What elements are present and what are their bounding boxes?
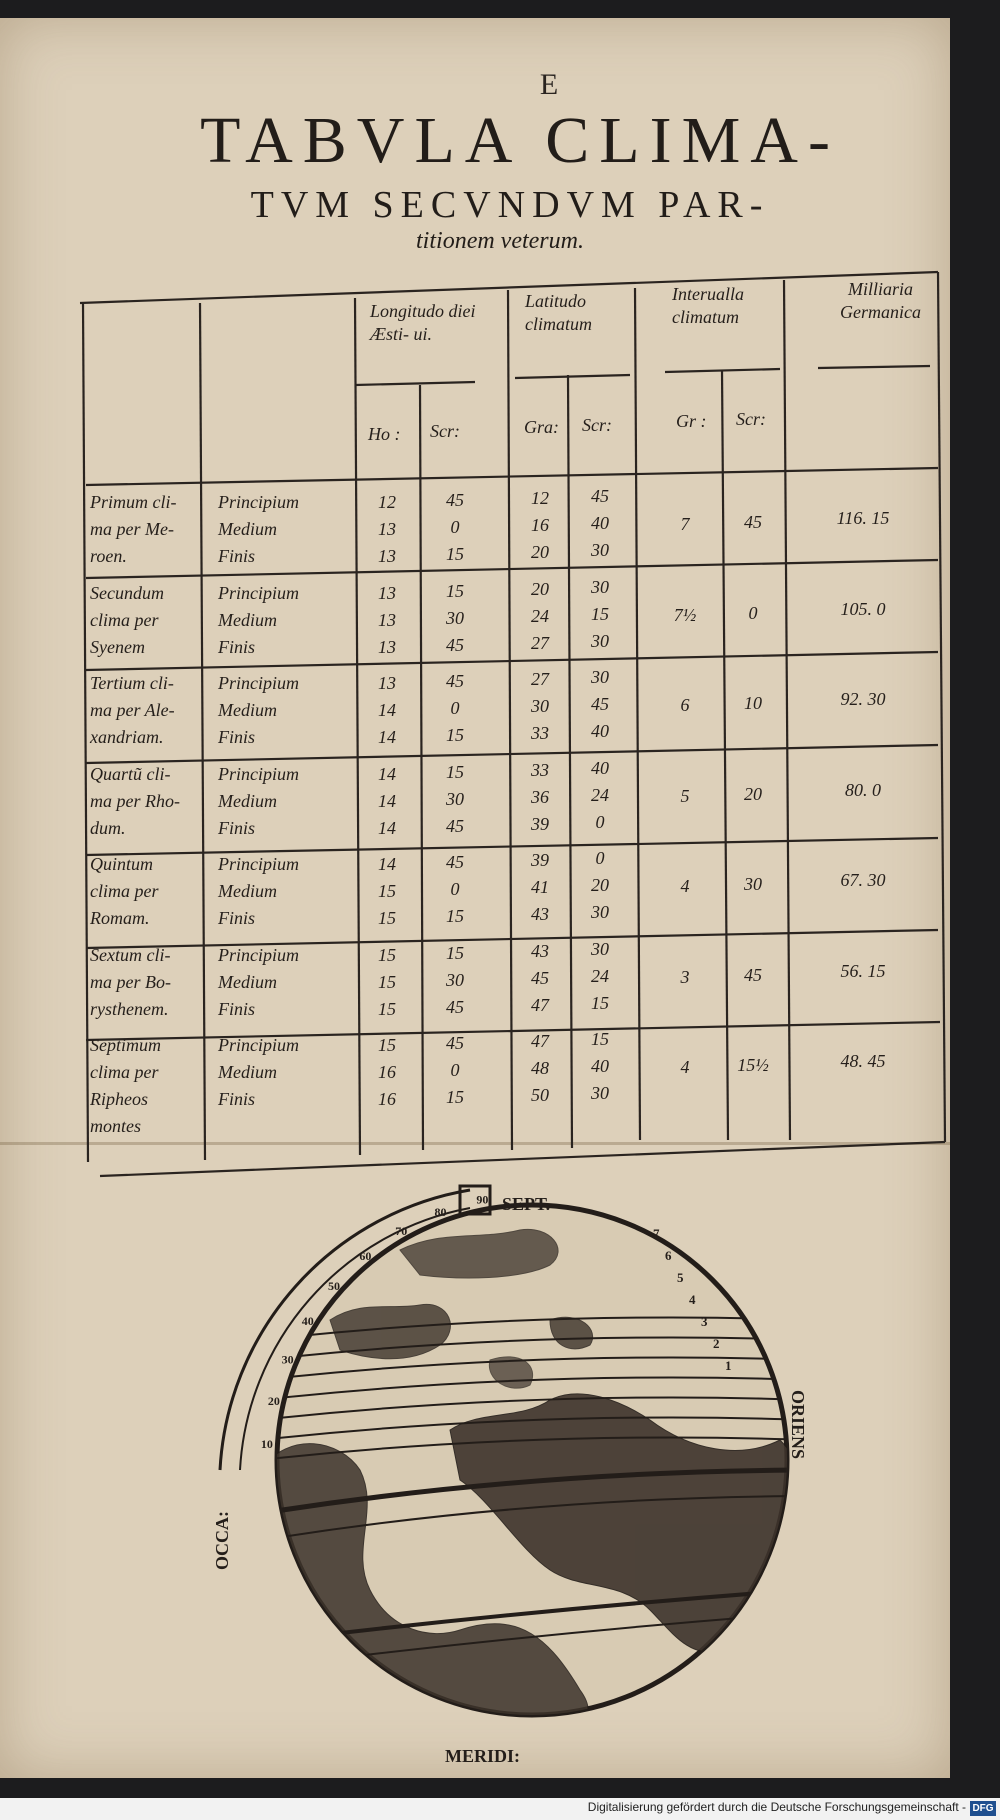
milliaria-value: 80. 0: [845, 779, 881, 800]
latitude-minutes-value: 30: [591, 540, 609, 560]
latitude-degrees-value: 47: [531, 1031, 549, 1051]
latitude-degrees-value: 27: [531, 632, 549, 653]
globe-label-north: SEPT.: [502, 1194, 551, 1214]
clima-part: Finis: [218, 1089, 256, 1109]
title-line-3: titionem veterum.: [416, 228, 584, 254]
title-line-2: TVM SECVNDVM PAR-: [250, 184, 770, 226]
milliaria-value: 67. 30: [840, 870, 886, 890]
subheader-scr-1: Scr:: [430, 421, 460, 441]
globe-climate-number: 3: [701, 1314, 708, 1329]
clima-part: Principium: [218, 944, 299, 965]
latitude-degrees-value: 30: [531, 696, 549, 716]
header-milliaria: Milliaria Germanica: [840, 279, 921, 322]
hours-value: 15: [378, 998, 396, 1019]
hours-minutes-value: 45: [446, 852, 464, 872]
latitude-minutes-value: 30: [591, 1083, 609, 1103]
clima-name: xandriam.: [90, 727, 164, 747]
subheader-scr-2: Scr:: [582, 415, 612, 435]
hours-minutes-value: 30: [446, 788, 464, 809]
clima-part: Principium: [218, 492, 299, 512]
hours-minutes-value: 15: [446, 1087, 464, 1107]
latitude-degrees-value: 33: [531, 759, 549, 780]
hours-minutes-value: 15: [446, 544, 464, 564]
hours-minutes-value: 45: [446, 815, 464, 836]
latitude-degrees-value: 20: [531, 542, 549, 562]
clima-name: montes: [90, 1116, 141, 1136]
clima-part: Medium: [218, 519, 277, 539]
globe-climate-number: 1: [725, 1358, 732, 1373]
latitude-degrees-value: 45: [531, 967, 549, 988]
hours-minutes-value: 15: [446, 761, 464, 782]
header-latitudo: Latitudo climatum: [525, 291, 592, 334]
latitude-minutes-value: 45: [591, 486, 609, 506]
globe-climate-number: 5: [677, 1270, 684, 1285]
globe-scale-number: 80: [434, 1205, 447, 1220]
hours-value: 15: [378, 971, 396, 992]
latitude-minutes-value: 24: [591, 965, 609, 986]
clima-part: Finis: [218, 546, 256, 566]
clima-name: Primum cli-: [90, 492, 177, 512]
hours-minutes-value: 45: [446, 490, 464, 510]
clima-name: Quartũ cli-: [90, 763, 171, 784]
latitude-minutes-value: 40: [591, 1056, 609, 1076]
interval-minutes-value: 10: [744, 693, 762, 713]
clima-name: rysthenem.: [90, 998, 169, 1019]
hours-value: 13: [378, 636, 396, 657]
globe-climate-number: 2: [713, 1336, 720, 1351]
interval-degrees-value: 5: [680, 785, 690, 806]
latitude-minutes-value: 30: [591, 938, 609, 959]
clima-name: ma per Ale-: [90, 700, 175, 720]
clima-part: Principium: [218, 673, 299, 693]
globe-scale-number: 60: [359, 1248, 372, 1263]
interval-degrees-value: 7½: [673, 604, 697, 625]
latitude-degrees-value: 48: [531, 1058, 549, 1078]
interval-degrees-value: 4: [680, 876, 690, 896]
interval-minutes-value: 45: [744, 512, 762, 532]
latitude-minutes-value: 15: [591, 1029, 609, 1049]
hours-value: 13: [378, 609, 396, 630]
hours-value: 13: [378, 673, 396, 693]
footer-bar: [0, 1798, 1000, 1820]
latitude-degrees-value: 16: [531, 515, 549, 535]
globe-scale-number: 70: [395, 1223, 408, 1238]
hours-value: 16: [378, 1062, 396, 1082]
hours-minutes-value: 15: [446, 906, 464, 926]
globe-climate-number: 4: [689, 1292, 696, 1307]
interval-minutes-value: 15½: [737, 1055, 769, 1075]
globe-scale-number: 90: [476, 1192, 489, 1207]
interval-minutes-value: 45: [744, 964, 762, 985]
latitude-minutes-value: 40: [591, 721, 609, 741]
hours-value: 14: [378, 854, 396, 874]
clima-part: Medium: [218, 881, 277, 901]
clima-name: clima per: [90, 881, 159, 901]
title-line-1: TABVLA CLIMA-: [200, 104, 840, 177]
globe-woodcut: [212, 1170, 840, 1770]
clima-name: Quintum: [90, 854, 153, 874]
header-interualla: Interualla climatum: [672, 284, 744, 327]
hours-value: 15: [378, 1035, 396, 1055]
clima-part: Finis: [218, 817, 256, 838]
hours-value: 15: [378, 944, 396, 965]
hours-value: 15: [378, 881, 396, 901]
clima-name: Syenem: [90, 636, 145, 657]
latitude-degrees-value: 47: [531, 994, 549, 1015]
subheader-gr: Gr :: [676, 411, 707, 431]
hours-value: 14: [378, 727, 396, 747]
latitude-minutes-value: 15: [591, 992, 609, 1013]
interval-degrees-value: 7: [680, 514, 690, 534]
latitude-minutes-value: 40: [591, 513, 609, 533]
latitude-minutes-value: 15: [591, 603, 609, 624]
subheader-ho: Ho :: [368, 424, 401, 444]
milliaria-value: 116. 15: [836, 508, 890, 528]
latitude-degrees-value: 33: [531, 723, 549, 743]
clima-name: Secundum: [90, 582, 164, 603]
clima-name: clima per: [90, 1062, 159, 1082]
latitude-degrees-value: 43: [531, 904, 549, 924]
clima-part: Finis: [218, 727, 256, 747]
globe-label-south: MERIDI:: [445, 1746, 520, 1766]
hours-value: 14: [378, 817, 396, 838]
latitude-degrees-value: 20: [531, 578, 549, 599]
dfg-logo: DFG: [970, 1801, 996, 1816]
interval-degrees-value: 6: [680, 695, 690, 715]
hours-minutes-value: 0: [450, 879, 460, 899]
clima-name: Ripheos: [90, 1089, 148, 1109]
interval-degrees-value: 4: [680, 1057, 690, 1077]
clima-name: Tertium cli-: [90, 673, 174, 693]
latitude-degrees-value: 50: [531, 1085, 549, 1105]
globe-scale-number: 30: [281, 1352, 294, 1367]
latitude-minutes-value: 30: [591, 902, 609, 922]
latitude-degrees-value: 39: [531, 813, 549, 834]
milliaria-value: 48. 45: [840, 1051, 886, 1071]
clima-part: Medium: [218, 609, 277, 630]
latitude-minutes-value: 30: [591, 630, 609, 651]
latitude-degrees-value: 41: [531, 877, 549, 897]
hours-minutes-value: 45: [446, 671, 464, 691]
hours-minutes-value: 15: [446, 725, 464, 745]
hours-minutes-value: 15: [446, 942, 464, 963]
milliaria-value: 105. 0: [840, 598, 886, 619]
interval-minutes-value: 30: [744, 874, 762, 894]
subheader-gra: Gra:: [524, 417, 559, 437]
clima-name: roen.: [90, 546, 127, 566]
hours-minutes-value: 30: [446, 607, 464, 628]
interval-minutes-value: 0: [748, 602, 758, 623]
clima-name: ma per Me-: [90, 519, 174, 539]
hours-value: 15: [378, 908, 396, 928]
hours-minutes-value: 45: [446, 1033, 464, 1053]
latitude-degrees-value: 12: [531, 488, 549, 508]
hours-minutes-value: 0: [450, 1060, 460, 1080]
latitude-minutes-value: 30: [591, 576, 609, 597]
subheader-scr-3: Scr:: [736, 409, 766, 429]
clima-part: Principium: [218, 854, 299, 874]
globe-scale-number: 10: [260, 1437, 273, 1452]
globe-scale-number: 20: [267, 1394, 280, 1409]
hours-minutes-value: 0: [450, 698, 460, 718]
globe-scale-number: 50: [328, 1279, 340, 1294]
milliaria-value: 56. 15: [840, 960, 886, 981]
clima-name: ma per Rho-: [90, 790, 180, 811]
clima-part: Medium: [218, 971, 277, 992]
hours-value: 13: [378, 546, 396, 566]
globe-scale-number: 40: [301, 1314, 314, 1329]
hours-value: 13: [378, 519, 396, 539]
hours-value: 16: [378, 1089, 396, 1109]
clima-part: Finis: [218, 908, 256, 928]
latitude-minutes-value: 0: [595, 811, 605, 832]
clima-name: ma per Bo-: [90, 971, 171, 992]
interval-degrees-value: 3: [680, 966, 690, 987]
hours-value: 14: [378, 763, 396, 784]
hours-value: 13: [378, 582, 396, 603]
latitude-minutes-value: 0: [595, 848, 605, 868]
clima-part: Medium: [218, 790, 277, 811]
globe-climate-number: 6: [665, 1248, 672, 1263]
clima-part: Principium: [218, 1035, 299, 1055]
milliaria-value: 92. 30: [840, 689, 886, 709]
latitude-minutes-value: 24: [591, 784, 609, 805]
clima-part: Finis: [218, 998, 256, 1019]
clima-name: Romam.: [90, 908, 150, 928]
clima-name: Septimum: [90, 1035, 161, 1055]
clima-name: Sextum cli-: [90, 944, 171, 965]
latitude-minutes-value: 20: [591, 875, 609, 895]
latitude-degrees-value: 43: [531, 940, 549, 961]
hours-minutes-value: 15: [446, 580, 464, 601]
signature-mark: E: [539, 68, 561, 101]
clima-name: clima per: [90, 609, 159, 630]
clima-part: Medium: [218, 700, 277, 720]
clima-part: Finis: [218, 636, 256, 657]
hours-value: 14: [378, 790, 396, 811]
latitude-minutes-value: 45: [591, 694, 609, 714]
hours-minutes-value: 45: [446, 634, 464, 655]
hours-minutes-value: 0: [450, 517, 460, 537]
hours-value: 14: [378, 700, 396, 720]
header-longitudo: Longitudo diei Æsti- ui.: [370, 301, 476, 344]
clima-part: Principium: [218, 582, 299, 603]
clima-part: Medium: [218, 1062, 277, 1082]
hours-minutes-value: 45: [446, 996, 464, 1017]
globe-label-west: OCCA:: [212, 1511, 232, 1570]
globe-climate-number: 7: [653, 1226, 660, 1241]
latitude-degrees-value: 27: [531, 669, 549, 689]
clima-part: Principium: [218, 763, 299, 784]
hours-minutes-value: 30: [446, 969, 464, 990]
latitude-degrees-value: 39: [531, 850, 549, 870]
latitude-degrees-value: 36: [531, 786, 549, 807]
clima-name: dum.: [90, 817, 126, 838]
latitude-degrees-value: 24: [531, 605, 549, 626]
footer-credit: Digitalisierung gefördert durch die Deutsche Forschungsgemeinschaft -: [587, 1800, 966, 1814]
latitude-minutes-value: 30: [591, 667, 609, 687]
latitude-minutes-value: 40: [591, 757, 609, 778]
globe-label-east: ORIENS: [788, 1390, 808, 1460]
hours-value: 12: [378, 492, 396, 512]
interval-minutes-value: 20: [744, 783, 762, 804]
